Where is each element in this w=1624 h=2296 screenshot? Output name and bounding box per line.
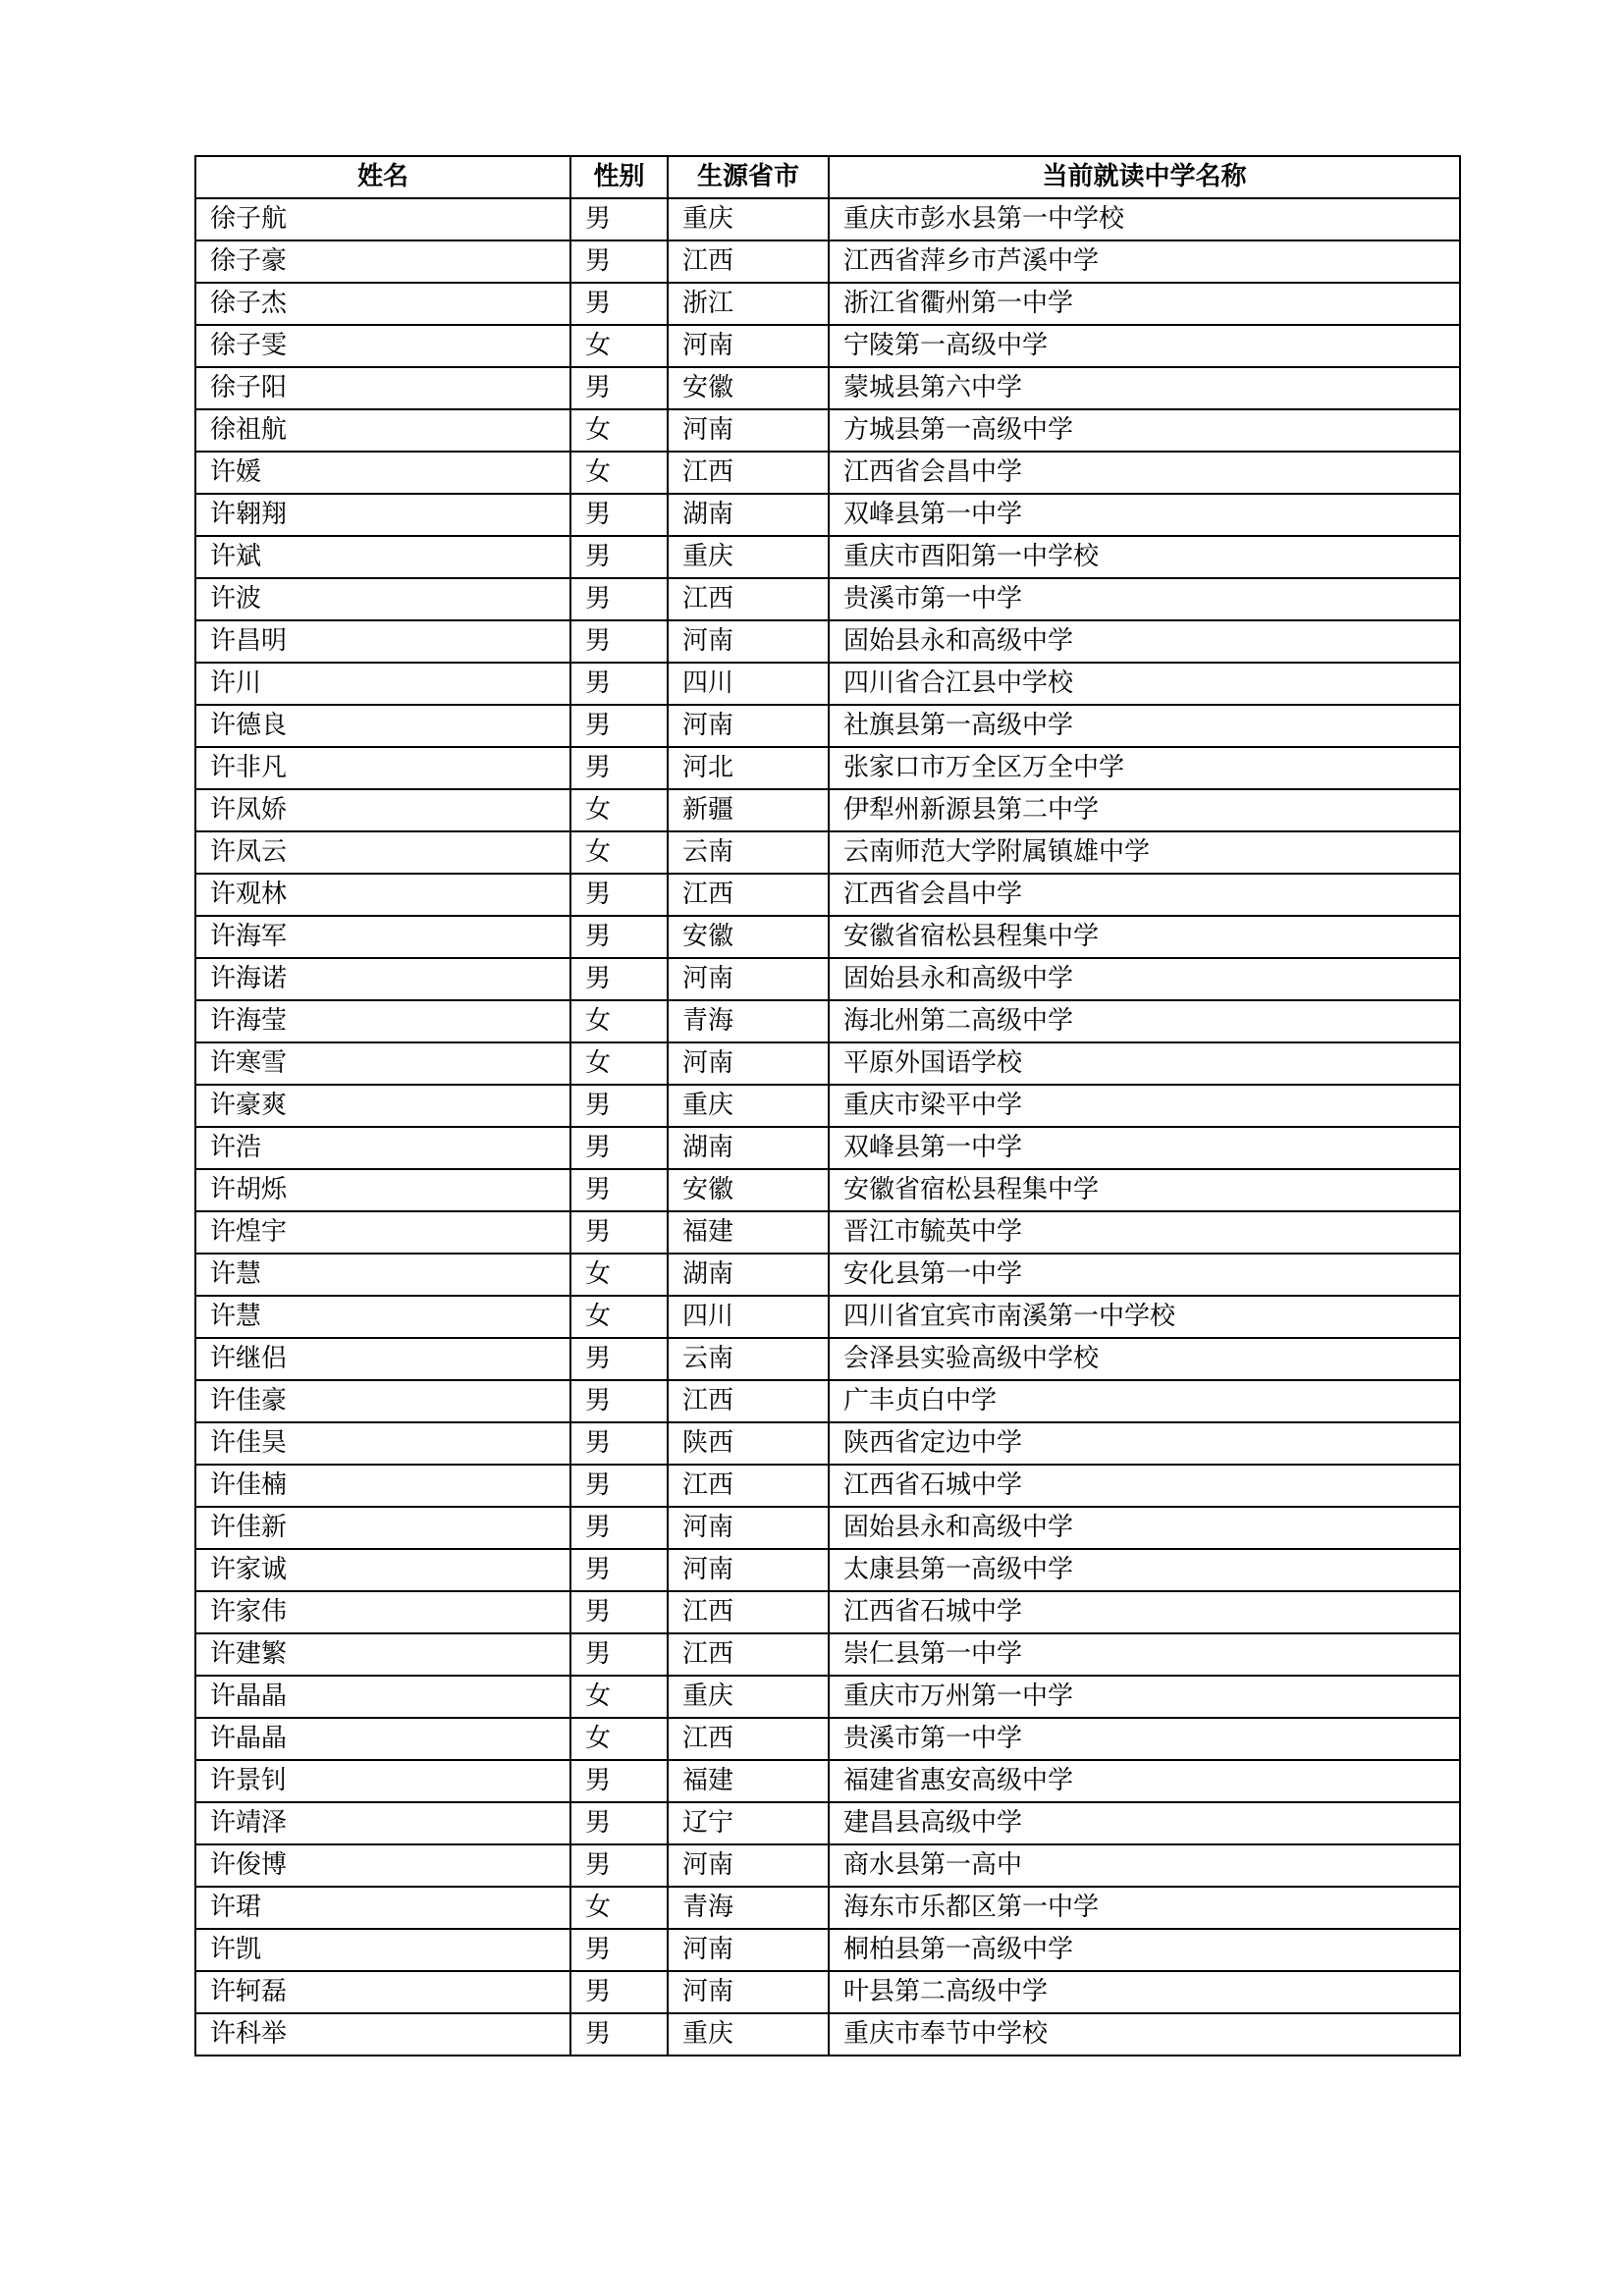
cell-name: 许观林 xyxy=(195,874,570,916)
cell-province: 江西 xyxy=(668,1380,829,1422)
cell-province: 湖南 xyxy=(668,1254,829,1296)
cell-province: 重庆 xyxy=(668,1676,829,1718)
cell-name: 许晶晶 xyxy=(195,1676,570,1718)
cell-school: 伊犁州新源县第二中学 xyxy=(829,789,1460,831)
table-row xyxy=(195,1085,1460,1127)
cell-province: 江西 xyxy=(668,874,829,916)
cell-gender: 男 xyxy=(570,1971,668,2013)
cell-province: 河北 xyxy=(668,747,829,789)
cell-name: 许斌 xyxy=(195,536,570,578)
cell-school: 桐柏县第一高级中学 xyxy=(829,1929,1460,1971)
cell-province: 河南 xyxy=(668,1971,829,2013)
table-row xyxy=(195,409,1460,452)
cell-school: 商水县第一高中 xyxy=(829,1844,1460,1887)
cell-name: 徐子航 xyxy=(195,198,570,240)
cell-province: 重庆 xyxy=(668,1085,829,1127)
cell-school: 江西省会昌中学 xyxy=(829,452,1460,494)
table-row xyxy=(195,1296,1460,1338)
table-row xyxy=(195,1929,1460,1971)
cell-province: 河南 xyxy=(668,1042,829,1085)
cell-school: 太康县第一高级中学 xyxy=(829,1549,1460,1591)
cell-province: 江西 xyxy=(668,1465,829,1507)
table-row xyxy=(195,367,1460,409)
cell-province: 四川 xyxy=(668,663,829,705)
cell-name: 许凤云 xyxy=(195,831,570,874)
cell-province: 浙江 xyxy=(668,283,829,325)
cell-name: 许佳楠 xyxy=(195,1465,570,1507)
table-row xyxy=(195,1338,1460,1380)
cell-name: 许靖泽 xyxy=(195,1802,570,1844)
cell-name: 徐子阳 xyxy=(195,367,570,409)
cell-school: 方城县第一高级中学 xyxy=(829,409,1460,452)
cell-name: 许川 xyxy=(195,663,570,705)
cell-name: 许豪爽 xyxy=(195,1085,570,1127)
cell-gender: 男 xyxy=(570,1211,668,1254)
cell-school: 平原外国语学校 xyxy=(829,1042,1460,1085)
table-row xyxy=(195,1465,1460,1507)
cell-school: 社旗县第一高级中学 xyxy=(829,705,1460,747)
cell-school: 海东市乐都区第一中学 xyxy=(829,1887,1460,1929)
cell-gender: 男 xyxy=(570,620,668,663)
cell-school: 陕西省定边中学 xyxy=(829,1422,1460,1465)
header-school: 当前就读中学名称 xyxy=(829,156,1460,198)
cell-school: 江西省萍乡市芦溪中学 xyxy=(829,240,1460,283)
cell-name: 许翱翔 xyxy=(195,494,570,536)
cell-gender: 男 xyxy=(570,367,668,409)
cell-name: 许德良 xyxy=(195,705,570,747)
cell-gender: 女 xyxy=(570,1296,668,1338)
cell-gender: 女 xyxy=(570,1676,668,1718)
cell-name: 许珺 xyxy=(195,1887,570,1929)
cell-gender: 男 xyxy=(570,1633,668,1676)
cell-gender: 女 xyxy=(570,409,668,452)
cell-name: 许非凡 xyxy=(195,747,570,789)
cell-name: 许佳新 xyxy=(195,1507,570,1549)
cell-name: 许胡烁 xyxy=(195,1169,570,1211)
table-row xyxy=(195,1802,1460,1844)
cell-province: 四川 xyxy=(668,1296,829,1338)
cell-province: 安徽 xyxy=(668,367,829,409)
cell-province: 福建 xyxy=(668,1760,829,1802)
table-row xyxy=(195,620,1460,663)
cell-school: 叶县第二高级中学 xyxy=(829,1971,1460,2013)
table-row xyxy=(195,916,1460,958)
cell-school: 贵溪市第一中学 xyxy=(829,1718,1460,1760)
cell-gender: 女 xyxy=(570,1718,668,1760)
cell-gender: 男 xyxy=(570,663,668,705)
cell-province: 江西 xyxy=(668,578,829,620)
student-list-table xyxy=(194,155,1461,2056)
cell-school: 安徽省宿松县程集中学 xyxy=(829,916,1460,958)
cell-gender: 男 xyxy=(570,1380,668,1422)
cell-school: 贵溪市第一中学 xyxy=(829,578,1460,620)
cell-province: 湖南 xyxy=(668,1127,829,1169)
cell-province: 河南 xyxy=(668,409,829,452)
cell-school: 张家口市万全区万全中学 xyxy=(829,747,1460,789)
cell-gender: 男 xyxy=(570,1338,668,1380)
cell-gender: 男 xyxy=(570,747,668,789)
cell-gender: 男 xyxy=(570,198,668,240)
table-row xyxy=(195,1844,1460,1887)
table-row xyxy=(195,452,1460,494)
cell-school: 固始县永和高级中学 xyxy=(829,620,1460,663)
cell-province: 云南 xyxy=(668,831,829,874)
table-row xyxy=(195,494,1460,536)
cell-name: 许海莹 xyxy=(195,1000,570,1042)
cell-province: 安徽 xyxy=(668,1169,829,1211)
cell-gender: 男 xyxy=(570,1422,668,1465)
cell-school: 重庆市梁平中学 xyxy=(829,1085,1460,1127)
cell-gender: 男 xyxy=(570,1085,668,1127)
table-body xyxy=(195,198,1460,2056)
cell-school: 安徽省宿松县程集中学 xyxy=(829,1169,1460,1211)
cell-name: 许浩 xyxy=(195,1127,570,1169)
cell-gender: 女 xyxy=(570,831,668,874)
table-row xyxy=(195,578,1460,620)
cell-province: 河南 xyxy=(668,1929,829,1971)
cell-province: 河南 xyxy=(668,620,829,663)
cell-gender: 男 xyxy=(570,958,668,1000)
cell-school: 江西省石城中学 xyxy=(829,1465,1460,1507)
table-row xyxy=(195,831,1460,874)
cell-school: 重庆市奉节中学校 xyxy=(829,2013,1460,2056)
cell-gender: 男 xyxy=(570,283,668,325)
cell-gender: 男 xyxy=(570,2013,668,2056)
cell-province: 福建 xyxy=(668,1211,829,1254)
cell-name: 许佳豪 xyxy=(195,1380,570,1422)
cell-province: 云南 xyxy=(668,1338,829,1380)
cell-name: 许煌宇 xyxy=(195,1211,570,1254)
cell-gender: 男 xyxy=(570,1844,668,1887)
cell-school: 广丰贞白中学 xyxy=(829,1380,1460,1422)
cell-school: 江西省石城中学 xyxy=(829,1591,1460,1633)
cell-province: 江西 xyxy=(668,1633,829,1676)
table-row xyxy=(195,1971,1460,2013)
cell-gender: 男 xyxy=(570,578,668,620)
cell-province: 河南 xyxy=(668,1844,829,1887)
table-row xyxy=(195,2013,1460,2056)
cell-name: 许轲磊 xyxy=(195,1971,570,2013)
cell-school: 重庆市彭水县第一中学校 xyxy=(829,198,1460,240)
cell-province: 陕西 xyxy=(668,1422,829,1465)
cell-gender: 女 xyxy=(570,1042,668,1085)
cell-school: 四川省合江县中学校 xyxy=(829,663,1460,705)
cell-gender: 男 xyxy=(570,1169,668,1211)
cell-gender: 女 xyxy=(570,452,668,494)
cell-gender: 女 xyxy=(570,789,668,831)
cell-name: 许媛 xyxy=(195,452,570,494)
table-row xyxy=(195,663,1460,705)
cell-gender: 男 xyxy=(570,1549,668,1591)
cell-school: 重庆市万州第一中学 xyxy=(829,1676,1460,1718)
header-name: 姓名 xyxy=(195,156,570,198)
header-row xyxy=(195,156,1460,198)
cell-province: 江西 xyxy=(668,240,829,283)
table-row xyxy=(195,1633,1460,1676)
table-row xyxy=(195,705,1460,747)
cell-name: 许海军 xyxy=(195,916,570,958)
cell-name: 许晶晶 xyxy=(195,1718,570,1760)
cell-province: 湖南 xyxy=(668,494,829,536)
cell-gender: 女 xyxy=(570,1254,668,1296)
cell-school: 会泽县实验高级中学校 xyxy=(829,1338,1460,1380)
header-gender: 性别 xyxy=(570,156,668,198)
cell-gender: 男 xyxy=(570,1802,668,1844)
cell-province: 河南 xyxy=(668,958,829,1000)
cell-name: 许慧 xyxy=(195,1254,570,1296)
table-row xyxy=(195,240,1460,283)
cell-province: 青海 xyxy=(668,1000,829,1042)
cell-province: 河南 xyxy=(668,1507,829,1549)
cell-gender: 男 xyxy=(570,1507,668,1549)
cell-gender: 女 xyxy=(570,325,668,367)
cell-gender: 男 xyxy=(570,1760,668,1802)
table-row xyxy=(195,283,1460,325)
cell-name: 许昌明 xyxy=(195,620,570,663)
cell-school: 四川省宜宾市南溪第一中学校 xyxy=(829,1296,1460,1338)
cell-province: 重庆 xyxy=(668,198,829,240)
cell-gender: 男 xyxy=(570,874,668,916)
cell-school: 安化县第一中学 xyxy=(829,1254,1460,1296)
table-row xyxy=(195,198,1460,240)
cell-school: 重庆市酉阳第一中学校 xyxy=(829,536,1460,578)
cell-gender: 男 xyxy=(570,494,668,536)
cell-name: 许建繁 xyxy=(195,1633,570,1676)
cell-province: 河南 xyxy=(668,705,829,747)
cell-province: 新疆 xyxy=(668,789,829,831)
table-row xyxy=(195,958,1460,1000)
cell-name: 许家伟 xyxy=(195,1591,570,1633)
cell-school: 福建省惠安高级中学 xyxy=(829,1760,1460,1802)
cell-province: 河南 xyxy=(668,1549,829,1591)
cell-province: 安徽 xyxy=(668,916,829,958)
table-row xyxy=(195,1760,1460,1802)
cell-gender: 男 xyxy=(570,705,668,747)
cell-name: 许佳昊 xyxy=(195,1422,570,1465)
table-row xyxy=(195,1591,1460,1633)
cell-school: 海北州第二高级中学 xyxy=(829,1000,1460,1042)
cell-province: 江西 xyxy=(668,1718,829,1760)
cell-name: 许凯 xyxy=(195,1929,570,1971)
cell-school: 双峰县第一中学 xyxy=(829,1127,1460,1169)
table-row xyxy=(195,1718,1460,1760)
table-row xyxy=(195,874,1460,916)
cell-name: 许海诺 xyxy=(195,958,570,1000)
header-province: 生源省市 xyxy=(668,156,829,198)
cell-name: 许寒雪 xyxy=(195,1042,570,1085)
cell-school: 崇仁县第一中学 xyxy=(829,1633,1460,1676)
cell-name: 徐子豪 xyxy=(195,240,570,283)
cell-school: 建昌县高级中学 xyxy=(829,1802,1460,1844)
cell-name: 许俊博 xyxy=(195,1844,570,1887)
cell-name: 许波 xyxy=(195,578,570,620)
cell-gender: 女 xyxy=(570,1887,668,1929)
table-row xyxy=(195,1042,1460,1085)
cell-gender: 男 xyxy=(570,1127,668,1169)
cell-gender: 男 xyxy=(570,1591,668,1633)
cell-gender: 男 xyxy=(570,1929,668,1971)
cell-name: 徐祖航 xyxy=(195,409,570,452)
cell-school: 宁陵第一高级中学 xyxy=(829,325,1460,367)
cell-school: 蒙城县第六中学 xyxy=(829,367,1460,409)
cell-province: 重庆 xyxy=(668,2013,829,2056)
cell-name: 许家诚 xyxy=(195,1549,570,1591)
cell-gender: 男 xyxy=(570,1465,668,1507)
cell-province: 重庆 xyxy=(668,536,829,578)
cell-name: 许凤娇 xyxy=(195,789,570,831)
cell-province: 江西 xyxy=(668,1591,829,1633)
cell-gender: 男 xyxy=(570,240,668,283)
cell-school: 江西省会昌中学 xyxy=(829,874,1460,916)
table-row xyxy=(195,789,1460,831)
table-row xyxy=(195,747,1460,789)
cell-name: 徐子雯 xyxy=(195,325,570,367)
cell-province: 江西 xyxy=(668,452,829,494)
cell-school: 固始县永和高级中学 xyxy=(829,1507,1460,1549)
cell-school: 双峰县第一中学 xyxy=(829,494,1460,536)
cell-name: 徐子杰 xyxy=(195,283,570,325)
table-row xyxy=(195,1254,1460,1296)
cell-province: 青海 xyxy=(668,1887,829,1929)
cell-province: 辽宁 xyxy=(668,1802,829,1844)
table-row xyxy=(195,1127,1460,1169)
table-row xyxy=(195,1422,1460,1465)
cell-province: 河南 xyxy=(668,325,829,367)
cell-gender: 男 xyxy=(570,536,668,578)
table-row xyxy=(195,1676,1460,1718)
table-row xyxy=(195,536,1460,578)
table-row xyxy=(195,1549,1460,1591)
table-row xyxy=(195,1000,1460,1042)
cell-name: 许景钊 xyxy=(195,1760,570,1802)
cell-name: 许继侣 xyxy=(195,1338,570,1380)
table-row xyxy=(195,1211,1460,1254)
cell-school: 晋江市毓英中学 xyxy=(829,1211,1460,1254)
cell-gender: 男 xyxy=(570,916,668,958)
table-row xyxy=(195,1887,1460,1929)
table-row xyxy=(195,1380,1460,1422)
table-row xyxy=(195,1507,1460,1549)
cell-school: 云南师范大学附属镇雄中学 xyxy=(829,831,1460,874)
cell-name: 许科举 xyxy=(195,2013,570,2056)
table-row xyxy=(195,1169,1460,1211)
cell-school: 固始县永和高级中学 xyxy=(829,958,1460,1000)
cell-gender: 女 xyxy=(570,1000,668,1042)
cell-school: 浙江省衢州第一中学 xyxy=(829,283,1460,325)
table-row xyxy=(195,325,1460,367)
cell-name: 许慧 xyxy=(195,1296,570,1338)
